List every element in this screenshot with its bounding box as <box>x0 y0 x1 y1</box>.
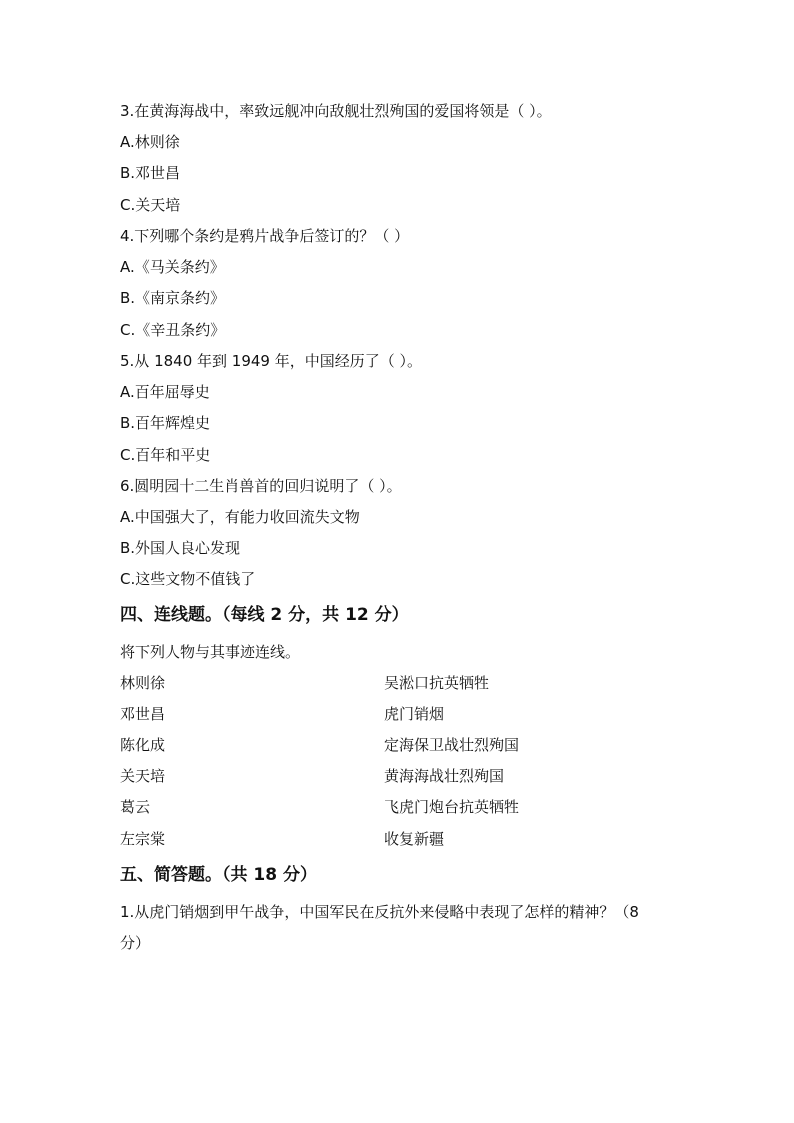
question-4-option-c: C.《辛丑条约》 <box>120 321 226 339</box>
match-person-5: 葛云 <box>120 798 151 816</box>
question-6-option-c: C.这些文物不值钱了 <box>120 570 256 588</box>
question-6-option-b: B.外国人良心发现 <box>120 539 241 557</box>
question-4-option-a: A.《马关条约》 <box>120 258 225 276</box>
question-5-option-b: B.百年辉煌史 <box>120 414 211 432</box>
section-5-heading: 五、简答题。（共 18 分） <box>120 865 317 885</box>
question-3-option-b: B.邓世昌 <box>120 164 181 182</box>
match-person-6: 左宗棠 <box>120 830 166 848</box>
match-person-2: 邓世昌 <box>120 705 166 723</box>
match-deed-6: 收复新疆 <box>384 830 445 848</box>
match-deed-2: 虎门销烟 <box>384 705 445 723</box>
short-answer-1-line-1: 1.从虎门销烟到甲午战争，中国军民在反抗外来侵略中表现了怎样的精神？（8 <box>120 903 639 921</box>
question-5-option-a: A.百年屈辱史 <box>120 383 210 401</box>
question-5-option-c: C.百年和平史 <box>120 446 211 464</box>
match-deed-3: 定海保卫战壮烈殉国 <box>384 736 520 754</box>
section-4-heading: 四、连线题。（每线 2 分，共 12 分） <box>120 605 409 625</box>
question-3-option-c: C.关天培 <box>120 196 181 214</box>
match-deed-5: 飞虎门炮台抗英牺牲 <box>384 798 520 816</box>
question-6-option-a: A.中国强大了，有能力收回流失文物 <box>120 508 360 526</box>
short-answer-1-line-2: 分） <box>120 934 151 952</box>
question-3-stem: 3.在黄海海战中，率致远舰冲向敌舰壮烈殉国的爱国将领是（ ）。 <box>120 102 552 120</box>
question-6-stem: 6.圆明园十二生肖兽首的回归说明了（ ）。 <box>120 477 402 495</box>
match-person-1: 林则徐 <box>120 674 166 692</box>
question-4-stem: 4.下列哪个条约是鸦片战争后签订的？（ ） <box>120 227 410 245</box>
match-deed-1: 吴淞口抗英牺牲 <box>384 674 490 692</box>
match-person-3: 陈化成 <box>120 736 166 754</box>
question-4-option-b: B.《南京条约》 <box>120 289 226 307</box>
question-3-option-a: A.林则徐 <box>120 133 180 151</box>
match-deed-4: 黄海海战壮烈殉国 <box>384 767 505 785</box>
question-5-stem: 5.从 1840 年到 1949 年，中国经历了（ ）。 <box>120 352 423 370</box>
match-person-4: 关天培 <box>120 767 166 785</box>
section-4-instruction: 将下列人物与其事迹连线。 <box>120 643 301 661</box>
